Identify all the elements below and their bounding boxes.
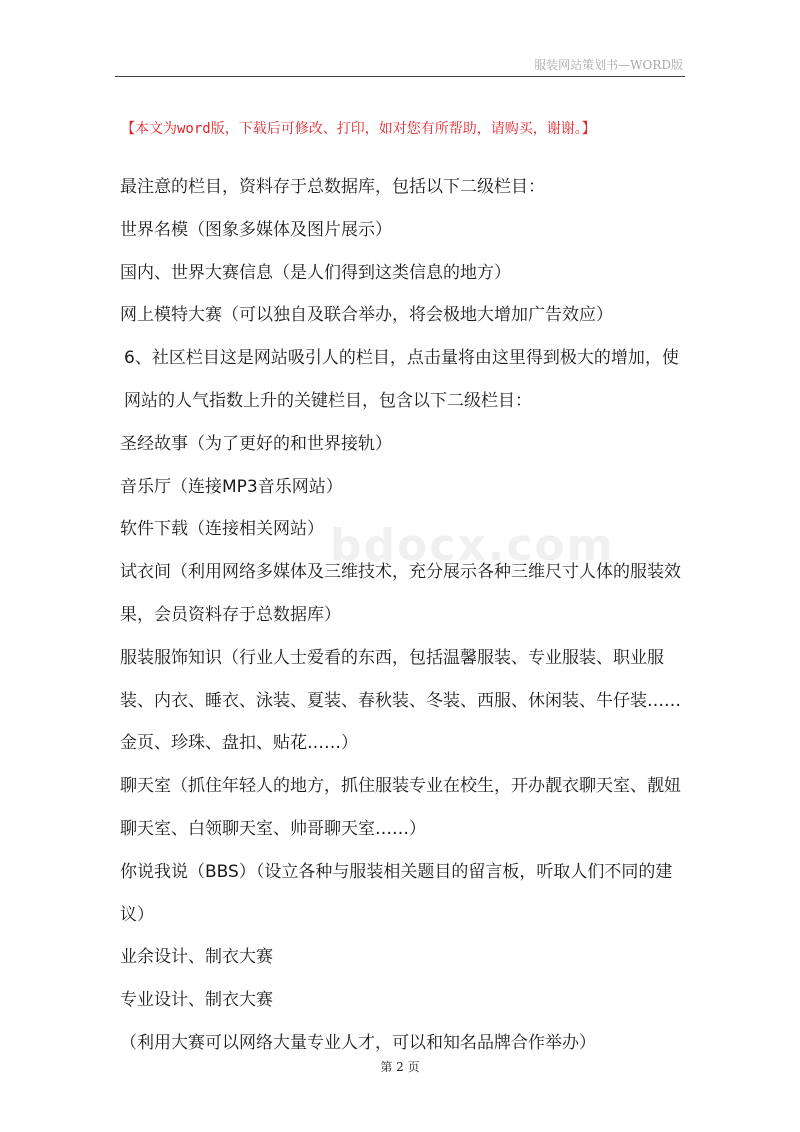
paragraph: （利用大赛可以网络大量专业人才，可以和知名品牌合作举办）	[120, 1032, 596, 1053]
paragraph: 世界名模（图象多媒体及图片展示）	[120, 219, 392, 240]
page-header	[115, 52, 685, 77]
paragraph: 6、社区栏目这是网站吸引人的栏目，点击量将由这里得到极大的增加，使网站的人气指数上升的关键栏目，包含以下二级栏目：	[124, 348, 679, 411]
paragraph: 聊天室（抓住年轻人的地方，抓住服装专业在校生，开办靓衣聊天室、靓妞聊天室、白领聊天室、帅哥聊天室……）	[120, 776, 681, 839]
paragraph: 你说我说（BBS）（设立各种与服装相关题目的留言板，听取人们不同的建议）	[120, 861, 673, 925]
paragraph: 最注意的栏目，资料存于总数据库，包括以下二级栏目：	[120, 177, 545, 197]
paragraph: 专业设计、制衣大赛	[120, 990, 273, 1011]
paragraph: 业余设计、制衣大赛	[120, 947, 273, 968]
header-title: 服装网站策划书—WORD版	[534, 58, 683, 72]
paragraph: 国内、世界大赛信息（是人们得到这类信息的地方）	[120, 262, 511, 283]
watermark: bdocx.com	[330, 520, 615, 571]
paragraph: 软件下载（连接相关网站）	[120, 519, 324, 540]
paragraph: 服装服饰知识（行业人士爱看的东西，包括温馨服装、专业服装、职业服装、内衣、睡衣、泳装、夏装、春秋装、冬装、西服、休闲装、牛仔装……金页、珍珠、盘扣、贴花……）	[120, 647, 681, 754]
download-notice: 【本文为word版，下载后可修改、打印，如对您有所帮助，请购买，谢谢。】	[121, 121, 596, 137]
paragraph: 试衣间（利用网络多媒体及三维技术，充分展示各种三维尺寸人体的服装效果，会员资料存于总数据库）	[120, 562, 681, 625]
paragraph: 网上模特大赛（可以独自及联合举办，将会极地大增加广告效应）	[120, 305, 613, 326]
paragraph: 音乐厅（连接MP3音乐网站）	[120, 476, 343, 497]
paragraph: 圣经故事（为了更好的和世界接轨）	[120, 433, 392, 454]
page-number: 第 2 页	[380, 1060, 420, 1074]
document-body	[120, 166, 682, 1065]
